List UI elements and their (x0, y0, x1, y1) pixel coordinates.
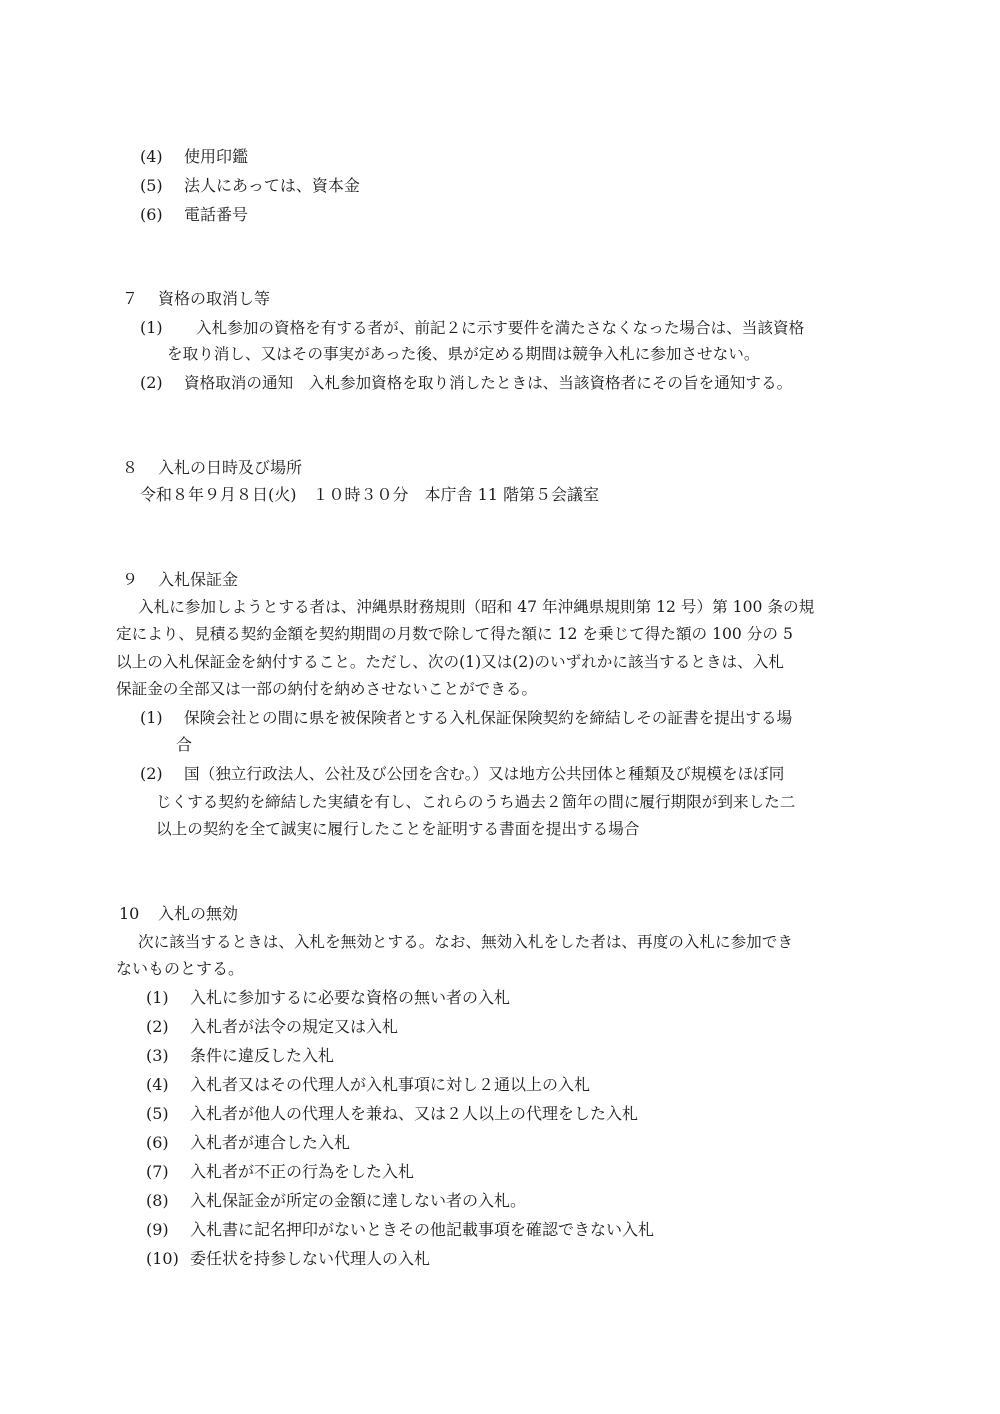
item-number: (1) (140, 318, 163, 337)
list-item (146, 1249, 431, 1269)
paragraph-line: 以上の入札保証金を納付すること。ただし、次の(1)又は(2)のいずれかに該当するときは、入札 (116, 653, 784, 671)
item-number: (6) (140, 205, 163, 224)
heading-number: 10 (119, 904, 140, 923)
list-item (146, 1220, 655, 1240)
heading-text: 入札保証金 (158, 570, 239, 589)
item-text: 入札者が法令の規定又は入札 (190, 1017, 399, 1036)
item-number: (5) (146, 1104, 169, 1123)
heading-number: ８ (122, 458, 139, 477)
item-text: 入札者が連合した入札 (190, 1133, 351, 1152)
list-item (140, 147, 249, 167)
item-text: 法人にあっては、資本金 (184, 176, 360, 195)
list-item (140, 373, 793, 393)
list-item (146, 1046, 335, 1066)
list-item (140, 764, 785, 784)
section-heading (122, 570, 239, 590)
item-text-continued: 合 (176, 735, 193, 754)
item-number: (8) (146, 1191, 169, 1210)
item-number: (2) (140, 373, 163, 392)
heading-text: 資格の取消し等 (158, 289, 271, 308)
list-item (146, 988, 511, 1008)
list-item (146, 1133, 351, 1153)
paragraph-line: 定により、見積る契約金額を契約期間の月数で除して得た額に 12 を乗じて得た額の 100 分の 5 (116, 625, 793, 643)
item-text: 入札者が不正の行為をした入札 (190, 1162, 415, 1181)
item-text: 入札書に記名押印がないときその他記載事項を確認できない入札 (190, 1220, 655, 1239)
item-number: (4) (140, 147, 163, 166)
item-text: 入札参加の資格を有する者が、前記２に示す要件を満たさなくなった場合は、当該資格 (196, 319, 805, 337)
section-heading (122, 289, 271, 309)
item-number: (1) (146, 988, 169, 1007)
item-text: 資格取消の通知 入札参加資格を取り消したときは、当該資格者にその旨を通知する。 (184, 374, 793, 392)
item-text: 入札者又はその代理人が入札事項に対し２通以上の入札 (190, 1075, 591, 1094)
list-item (140, 176, 360, 196)
item-text: 保険会社との間に県を被保険者とする入札保証保険契約を締結しその証書を提出する場 (184, 709, 793, 727)
list-item (140, 708, 793, 728)
item-text-continued: を取り消し、又はその事実があった後、県が定める期間は競争入札に参加させない。 (167, 345, 760, 363)
heading-text: 入札の日時及び場所 (158, 458, 303, 477)
item-number: (6) (146, 1133, 169, 1152)
heading-text: 入札の無効 (158, 904, 239, 923)
item-number: (3) (146, 1046, 169, 1065)
list-item (146, 1075, 591, 1095)
item-text: 国（独立行政法人、公社及び公団を含む。）又は地方公共団体と種類及び規模をほぼ同 (184, 765, 785, 783)
item-number: (7) (146, 1162, 169, 1181)
item-text: 使用印鑑 (184, 147, 249, 166)
paragraph-line: ないものとする。 (116, 959, 245, 978)
list-item (146, 1104, 639, 1124)
section-heading (119, 904, 239, 924)
paragraph-line: 入札に参加しようとする者は、沖縄県財務規則（昭和 47 年沖縄県規則第 12 号）第 100 条の規 (138, 598, 815, 616)
item-number: (2) (140, 764, 163, 783)
list-item (140, 205, 249, 225)
list-item (146, 1162, 415, 1182)
item-number: (5) (140, 176, 163, 195)
item-number: (9) (146, 1220, 169, 1239)
item-text: 入札者が他人の代理人を兼ね、又は２人以上の代理をした入札 (190, 1104, 639, 1123)
item-number: (1) (140, 708, 163, 727)
item-text: 条件に違反した入札 (190, 1046, 335, 1065)
item-text-continued: じくする契約を締結した実績を有し、これらのうち過去２箇年の間に履行期限が到来した二 (156, 793, 796, 811)
list-item (146, 1191, 527, 1211)
heading-number: ９ (122, 570, 139, 589)
item-text: 入札保証金が所定の金額に達しない者の入札。 (190, 1191, 527, 1210)
item-number: (4) (146, 1075, 169, 1094)
date-location: 令和８年９月８日(火) １０時３０分 本庁舎 11 階第５会議室 (140, 485, 600, 504)
item-text-continued: 以上の契約を全て誠実に履行したことを証明する書面を提出する場合 (156, 820, 640, 838)
item-number: (2) (146, 1017, 169, 1036)
list-item (140, 318, 805, 338)
paragraph-line: 保証金の全部又は一部の納付を納めさせないことができる。 (116, 680, 538, 698)
list-item (146, 1017, 399, 1037)
item-number: (10) (146, 1249, 179, 1268)
heading-number: ７ (122, 289, 139, 308)
paragraph-line: 次に該当するときは、入札を無効とする。なお、無効入札をした者は、再度の入札に参加でき (138, 933, 793, 951)
section-heading (122, 458, 303, 478)
item-text: 電話番号 (184, 205, 249, 224)
item-text: 入札に参加するに必要な資格の無い者の入札 (190, 988, 511, 1007)
item-text: 委任状を持参しない代理人の入札 (190, 1249, 431, 1268)
